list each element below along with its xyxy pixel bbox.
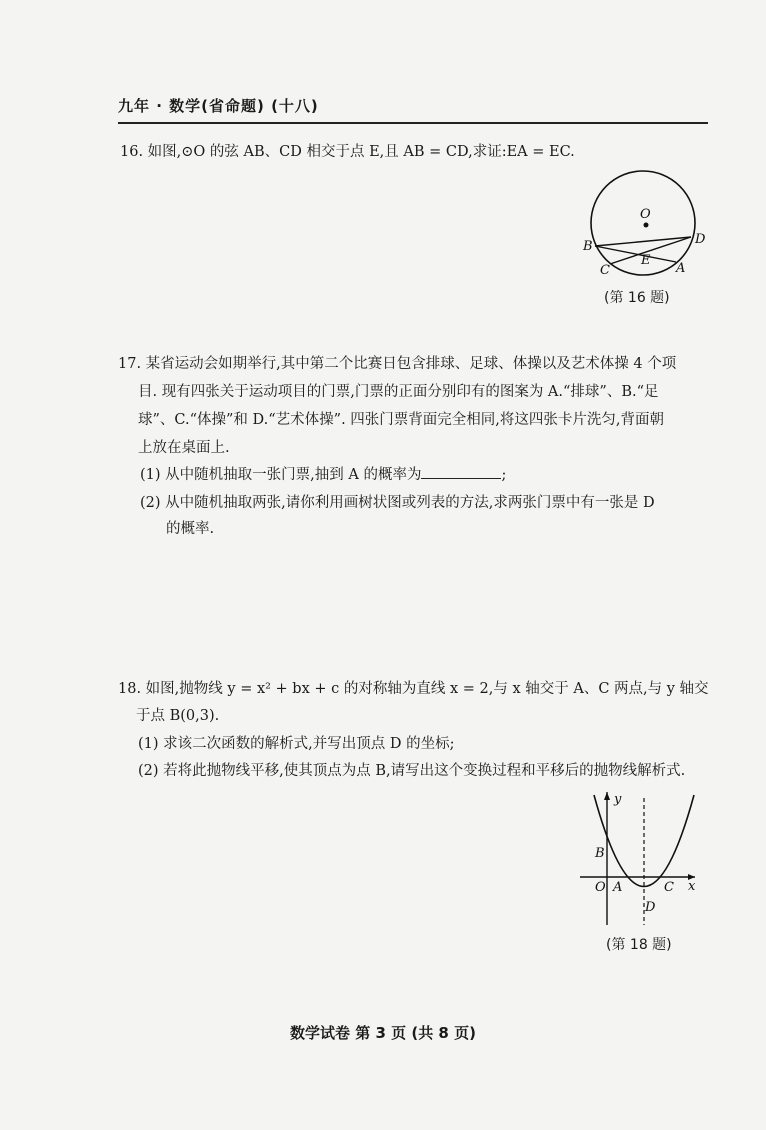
label-o: O (640, 207, 651, 222)
label-x: x (688, 879, 696, 894)
q16-caption: (第 16 题) (604, 290, 670, 306)
page-footer: 数学试卷 第 3 页 (共 8 页) (290, 1024, 476, 1042)
label-e: E (641, 253, 651, 268)
label-a: A (676, 261, 686, 276)
label-b: B (583, 239, 593, 254)
q16-circle-figure (578, 168, 718, 283)
q17-part1 (140, 463, 506, 484)
label-d: D (695, 232, 706, 247)
q17-line4: 上放在桌面上. (138, 440, 230, 456)
label-b: B (595, 846, 605, 861)
q18-part1: (1) 求该二次函数的解析式,并写出顶点 D 的坐标; (138, 736, 455, 752)
q18-parabola-figure (580, 790, 700, 930)
label-d: D (645, 900, 656, 915)
q18-line2: 于点 B(0,3). (136, 708, 220, 724)
label-c: C (664, 880, 674, 895)
q17-line1: 17. 某省运动会如期举行,其中第二个比赛日包含排球、足球、体操以及艺术体操 4 个项 (118, 356, 677, 372)
label-y: y (614, 792, 622, 807)
q16-text: 16. 如图,⊙O 的弦 AB、CD 相交于点 E,且 AB = CD,求证:EA = EC. (120, 144, 575, 160)
q17-line2: 目. 现有四张关于运动项目的门票,门票的正面分别印有的图案为 A.“排球”、B.“足 (138, 384, 659, 400)
label-a: A (613, 880, 623, 895)
q17-part2-line2: 的概率. (166, 521, 215, 537)
center-point (644, 223, 649, 228)
q18-caption: (第 18 题) (606, 937, 672, 953)
q17-part1-text: (1) 从中随机抽取一张门票,抽到 A 的概率为 (140, 467, 422, 483)
q17-part1-end: ; (501, 467, 507, 483)
header-rule (118, 122, 708, 124)
q18-line1: 18. 如图,抛物线 y = x² + bx + c 的对称轴为直线 x = 2,与 x 轴交于 A、C 两点,与 y 轴交 (118, 681, 709, 697)
q17-part2-line1: (2) 从中随机抽取两张,请你利用画树状图或列表的方法,求两张门票中有一张是 D (140, 495, 655, 511)
label-o: O (595, 880, 606, 895)
page-header: 九年 · 数学(省命题) (十八) (118, 97, 319, 115)
answer-blank[interactable] (421, 464, 501, 479)
q17-line3: 球”、C.“体操”和 D.“艺术体操”. 四张门票背面完全相同,将这四张卡片洗匀,背面朝 (138, 412, 665, 428)
label-c: C (600, 263, 610, 278)
q18-part2: (2) 若将此抛物线平移,使其顶点为点 B,请写出这个变换过程和平移后的抛物线解析式. (138, 763, 686, 779)
